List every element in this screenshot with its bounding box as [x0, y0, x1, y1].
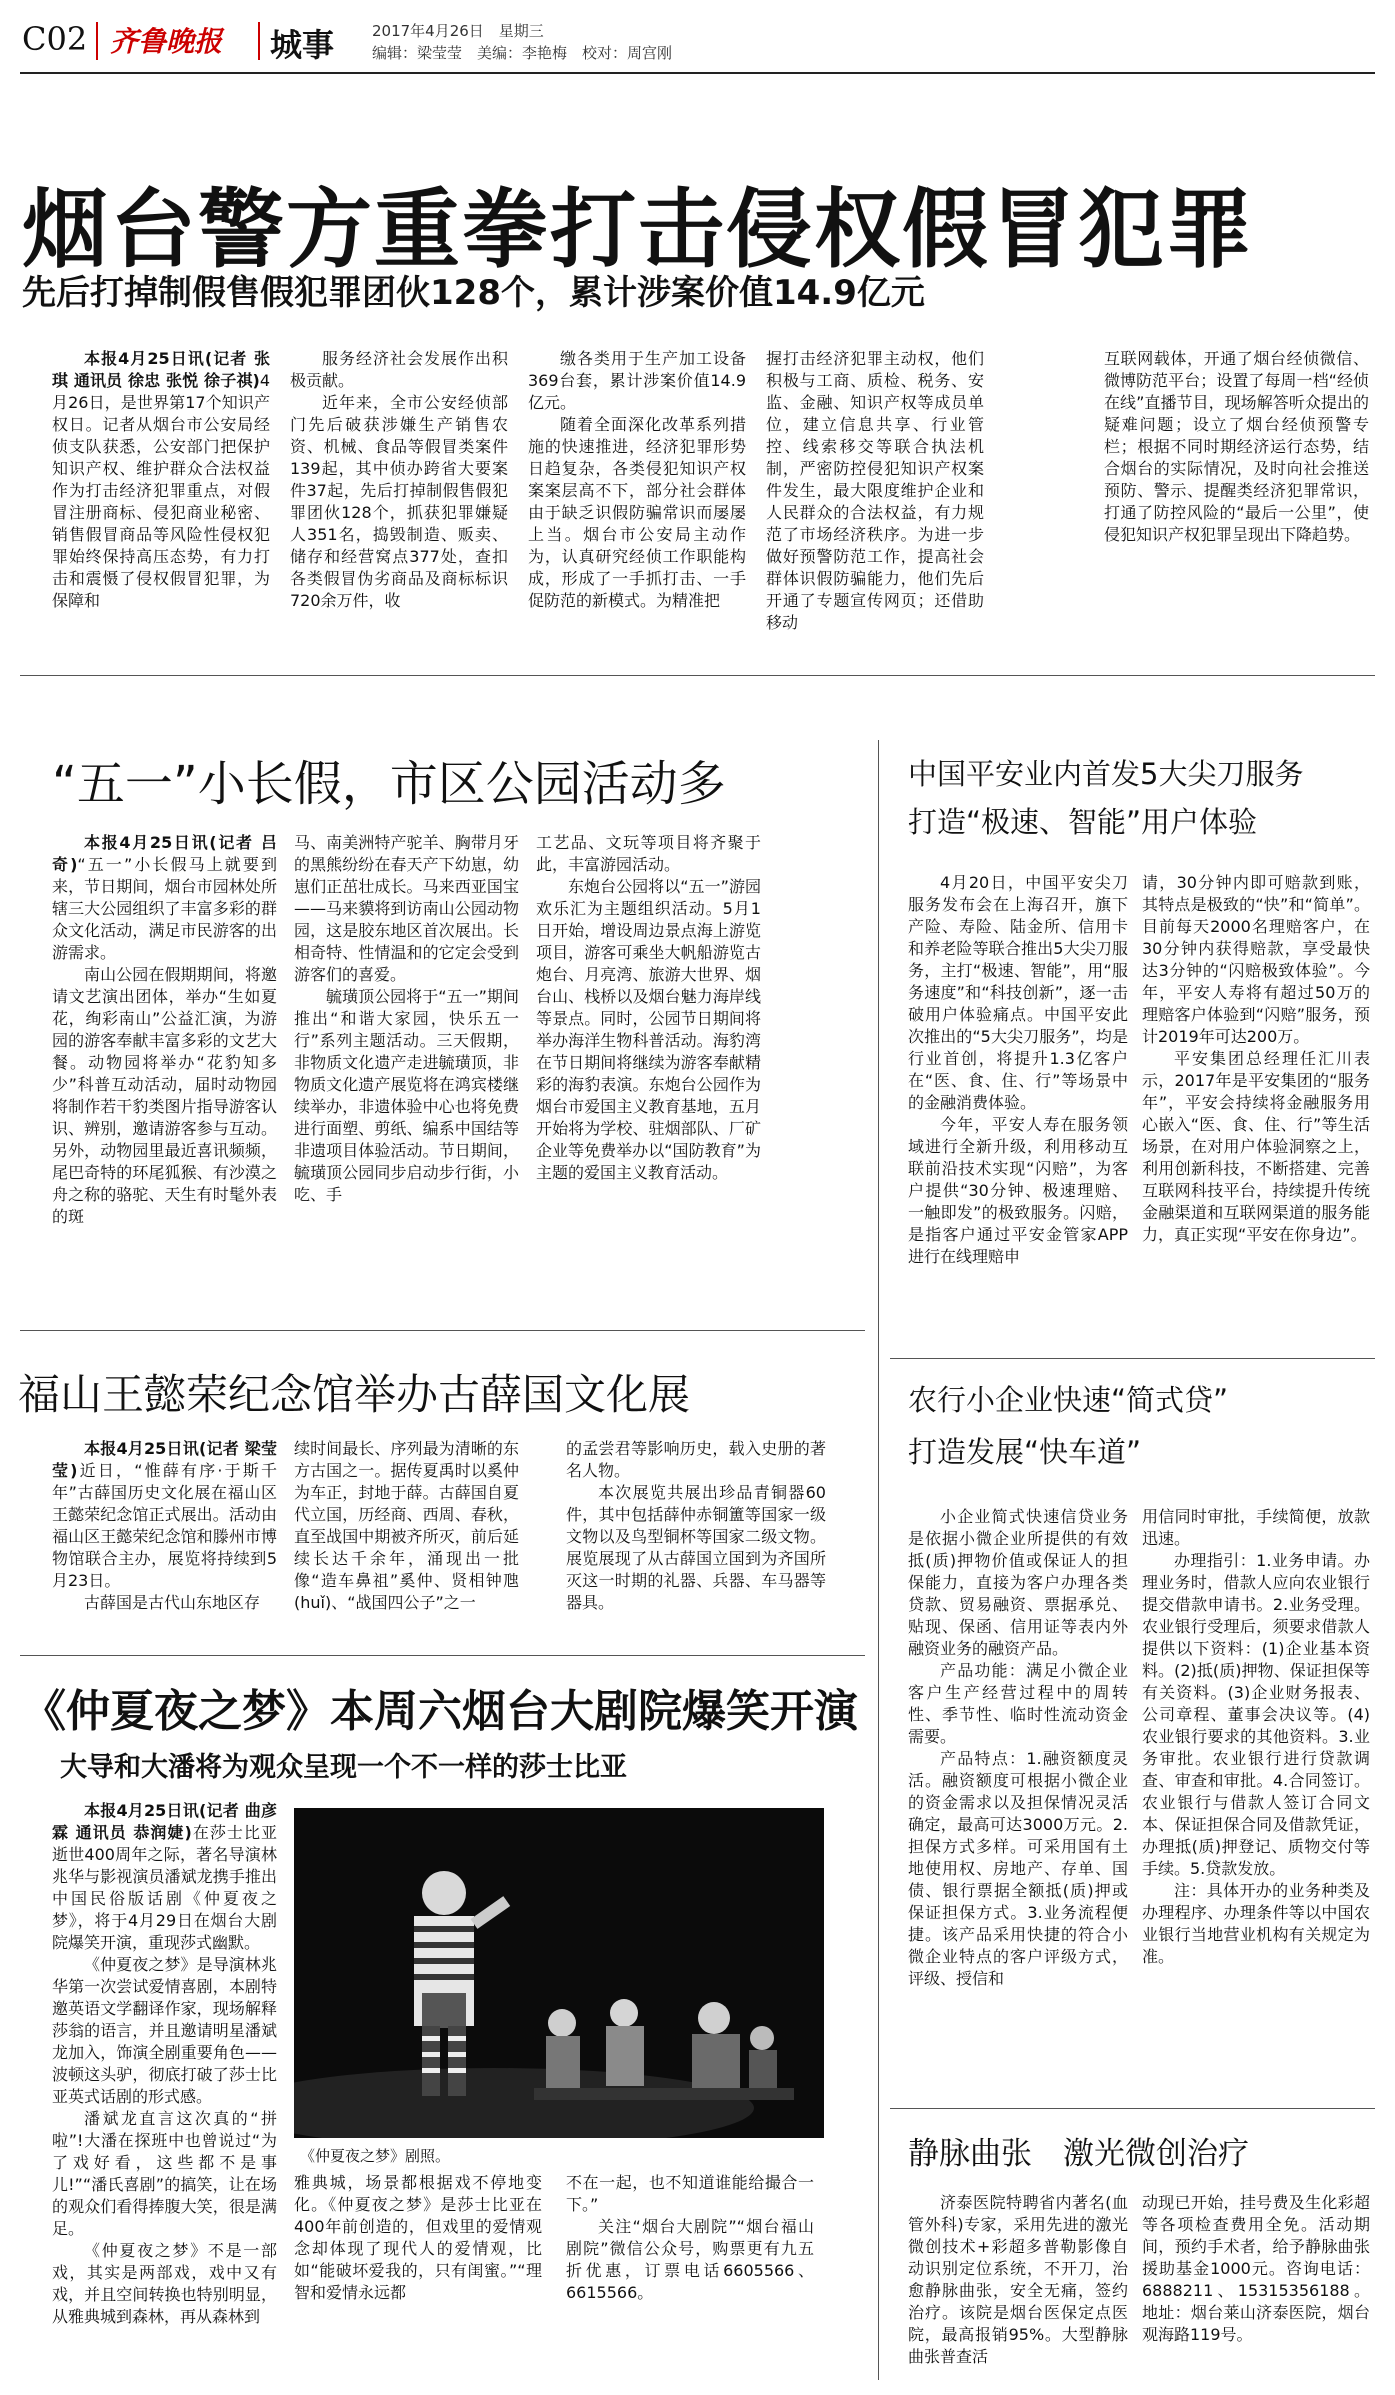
- play-photo-illustration: [294, 1808, 824, 2138]
- bank-col2-text: 用信同时审批，手续简便，放款迅速。: [1142, 1507, 1370, 1548]
- theatre-col3b-text: 关注“烟台大剧院”“烟台福山剧院”微信公众号，购票更有九五折优惠，订票电话6605566、6615566。: [566, 2217, 814, 2302]
- column-divider: [878, 740, 879, 2380]
- park-headline: “五一”小长假，市区公园活动多: [52, 756, 726, 812]
- bank-col1-text: 小企业简式快速信贷业务是依据小微企业所提供的有效抵(质)押物价值或保证人的担保能力，直接为客户办理各类贷款、贸易融资、票据承兑、贴现、保函、信用证等表内外融资业务的融资产品。: [908, 1507, 1128, 1658]
- insurance-col-2: [1142, 872, 1370, 1342]
- theatre-headline: 《仲夏夜之梦》本周六烟台大剧院爆笑开演: [22, 1686, 858, 1737]
- bank-col2b-text: 办理指引：1.业务申请。办理业务时，借款人应向农业银行提交借款申请书。2.业务受理。农业银行受理后，须要求借款人提供以下资料：(1)企业基本资料。(2)抵(质)押物、保证担保等有关资料。(3)企业财务报表、公司章程、董事会决议等。(4)农业银行要求的其他资料。3.业务审批。农业银行进行贷款调查、审查和审批。4.合同签订。农业银行与借款人签订合同文本、保证担保合同及借款凭证，办理抵(质)押登记、质物交付等手续。5.贷款发放。: [1142, 1551, 1370, 1878]
- bank-col2c-text: 注：具体开办的业务种类及办理程序、办理条件等以中国农业银行当地营业机构有关规定为准。: [1142, 1881, 1370, 1966]
- museum-col3-text: 的孟尝君等影响历史，载入史册的著名人物。: [566, 1439, 826, 1480]
- editor-credits: 编辑：梁莹莹 美编：李艳梅 校对：周宫刚: [372, 44, 673, 62]
- lead-col4-text: 握打击经济犯罪主动权，他们积极与工商、质检、税务、安监、金融、知识产权等成员单位，建立信息共享、行业管控、线索移交等联合执法机制，严密防控侵犯知识产权案件发生，最大限度维护企业和人民群众的合法权益，有力规范了市场经济秩序。为进一步做好预警防范工作，提高社会群体识假防骗能力，他们先后开通了专题宣传网页；还借助移动: [766, 349, 984, 632]
- lead-col-4: [766, 348, 984, 648]
- lead-col1-text: 4月26日，是世界第17个知识产权日。记者从烟台市公安局经侦支队获悉，公安部门把保护知识产权、维护群众合法权益作为打击经济犯罪重点，对假冒注册商标、侵犯商业秘密、销售假冒商品等风险性侵权犯罪始终保持高压态势，有力打击和震慑了侵权假冒犯罪，为保障和: [52, 371, 270, 610]
- bank-headline-1: 农行小企业快速“简式贷”: [908, 1383, 1229, 1417]
- section-rule: [890, 1358, 1375, 1359]
- vein-col-1: [908, 2192, 1128, 2372]
- theatre-col-2: [294, 2172, 542, 2372]
- lead-col3a-text: 缴各类用于生产加工设备369台套，累计涉案价值14.9亿元。: [528, 349, 746, 412]
- section-rule: [20, 1330, 865, 1331]
- park-col-1: [52, 832, 277, 1320]
- header-divider: [258, 22, 260, 60]
- lead-col-5: [1104, 348, 1369, 648]
- lead-col2b-text: 近年来，全市公安经侦部门先后破获涉嫌生产销售农资、机械、食品等假冒类案件139起，其中侦办跨省大要案件37起，先后打掉制假售假犯罪团伙128个，抓获犯罪嫌疑人351名，捣毁制造、贩卖、储存和经营窝点377处，查扣各类假冒伪劣商品及商标标识720余万件，收: [290, 393, 508, 610]
- museum-col1b-text: 古薛国是古代山东地区存: [84, 1593, 261, 1612]
- lead-headline: 烟台警方重拳打击侵权假冒犯罪: [22, 179, 1254, 280]
- museum-headline: 福山王懿荣纪念馆举办古薛国文化展: [18, 1370, 691, 1419]
- lead-col-2: [290, 348, 508, 648]
- play-photo: [294, 1808, 824, 2138]
- section-rule: [20, 675, 1375, 676]
- museum-col-1: [52, 1438, 277, 1638]
- header-divider: [96, 22, 98, 60]
- insurance-col2b-text: 平安集团总经理任汇川表示，2017年是平安集团的“服务年”，平安会持续将金融服务用心嵌入“医、食、住、行”等生活场景，在对用户体验洞察之上，利用创新科技，不断搭建、完善互联网科技平台，持续提升传统金融渠道和互联网渠道的服务能力，真正实现“平安在你身边”。: [1142, 1049, 1370, 1244]
- park-col3-text: 工艺品、文玩等项目将齐聚于此，丰富游园活动。: [536, 833, 761, 874]
- theatre-subheadline: 大导和大潘将为观众呈现一个不一样的莎士比亚: [60, 1752, 627, 1783]
- theatre-byline: 本报4月25日讯(记者 曲彦霖 通讯员 恭润婕): [52, 1801, 277, 1842]
- bank-col-2: [1142, 1506, 1370, 2086]
- insurance-headline-2: 打造“极速、智能”用户体验: [908, 805, 1258, 839]
- park-col1-text: “五一”小长假马上就要到来，节日期间，烟台市园林处所辖三大公园组织了丰富多彩的群众文化活动，满足市民游客的出游需求。: [52, 855, 277, 962]
- bank-col1c-text: 产品特点：1.融资额度灵活。融资额度可根据小微企业的资金需求以及担保情况灵活确定，最高可达3000万元。2.担保方式多样。可采用国有土地使用权、房地产、存单、国债、银行票据全额抵(质)押或保证担保方式。3.业务流程便捷。该产品采用快捷的符合小微企业特点的客户评级方式，评级、授信和: [908, 1749, 1128, 1988]
- bank-col-1: [908, 1506, 1128, 2086]
- lead-col3b-text: 随着全面深化改革系列措施的快速推进，经济犯罪形势日趋复杂，各类侵犯知识产权案案层高不下，部分社会群体由于缺乏识假防骗常识而屡屡上当。烟台市公安局主动作为，认真研究经侦工作职能构成，形成了一手抓打击、一手促防范的新模式。为精准把: [528, 415, 746, 610]
- vein-col2-text: 动现已开始，挂号费及生化彩超等各项检查费用全免。活动期间，预约手术者，给予静脉曲张援助基金1000元。咨询电话：6888211、15315356188。地址：烟台莱山济泰医院，烟台观海路119号。: [1142, 2193, 1370, 2344]
- page-number: C02: [22, 20, 88, 58]
- lead-col-1: [52, 348, 270, 648]
- bank-col1b-text: 产品功能：满足小微企业客户生产经营过程中的周转性、季节性、临时性流动资金需要。: [908, 1661, 1128, 1746]
- museum-col1-text: 近日，“惟薛有序·于斯千年”古薛国历史文化展在福山区王懿荣纪念馆正式展出。活动由福山区王懿荣纪念馆和滕州市博物馆联合主办，展览将持续到5月23日。: [52, 1461, 277, 1590]
- theatre-col3-text: 不在一起，也不知道谁能给撮合一下。”: [566, 2173, 814, 2214]
- park-col-3: [536, 832, 761, 1320]
- park-col3b-text: 东炮台公园将以“五一”游园欢乐汇为主题组织活动。5月1日开始，增设周边景点海上游览项目，游客可乘坐大帆船游览古炮台、月亮湾、旅游大世界、烟台山、栈桥以及烟台魅力海岸线等景点。同时，公园节日期间将举办海洋生物科普活动。海豹湾在节日期间将继续为游客奉献精彩的海豹表演。东炮台公园作为烟台市爱国主义教育基地，五月开始将为学校、驻烟部队、厂矿企业等免费举办以“国防教育”为主题的爱国主义教育活动。: [536, 877, 761, 1182]
- photo-caption: 《仲夏夜之梦》剧照。: [300, 2147, 451, 2165]
- theatre-col1d-text: 《仲夏夜之梦》不是一部戏，其实是两部戏，戏中又有戏，并且空间转换也特别明显，从雅典城到森林，再从森林到: [52, 2241, 277, 2326]
- lead-col2a-text: 服务经济社会发展作出积极贡献。: [290, 349, 508, 390]
- lead-byline: 本报4月25日讯(记者 张琪 通讯员 徐忠 张悦 徐子祺): [52, 349, 270, 390]
- park-col2-text: 马、南美洲特产驼羊、胸带月牙的黑熊纷纷在春天产下幼崽，幼崽们正茁壮成长。马来西亚国宝——马来貘将到访南山公园动物园，这是胶东地区首次展出。长相奇特、性情温和的它定会受到游客们的喜爱。: [294, 833, 519, 984]
- section-name: 城事: [270, 26, 335, 64]
- lead-subheadline: 先后打掉制假售假犯罪团伙128个，累计涉案价值14.9亿元: [22, 273, 925, 313]
- park-byline: 本报4月25日讯(记者 吕奇): [52, 833, 277, 874]
- theatre-col1-text: 在莎士比亚逝世400周年之际，著名导演林兆华与影视演员潘斌龙携手推出中国民俗版话剧《仲夏夜之梦》，将于4月29日在烟台大剧院爆笑开演，重现莎式幽默。: [52, 1823, 277, 1952]
- section-rule: [20, 1655, 865, 1656]
- museum-col3b-text: 本次展览共展出珍品青铜器60件，其中包括薛仲赤铜簠等国家一级文物以及鸟型铜杯等国家二级文物。展览展现了从古薛国立国到为齐国所灭这一时期的礼器、兵器、车马器等器具。: [566, 1483, 826, 1612]
- theatre-col2-text: 雅典城，场景都根据戏不停地变化。《仲夏夜之梦》是莎士比亚在400年前创造的，但戏里的爱情观念却体现了现代人的爱情观，比如“能破坏爱我的，只有闺蜜。”“理智和爱情永远都: [294, 2173, 542, 2302]
- vein-headline: 静脉曲张 激光微创治疗: [908, 2136, 1249, 2172]
- park-col2b-text: 毓璜顶公园将于“五一”期间推出“和谐大家园，快乐五一行”系列主题活动。三天假期，非物质文化遗产走进毓璜顶，非物质文化遗产展览将在鸿宾楼继续举办，非遗体验中心也将免费进行面塑、剪纸、编系中国结等非遗项目体验活动。节日期间，毓璜顶公园同步启动步行街，小吃、手: [294, 987, 519, 1204]
- lead-col-3: [528, 348, 746, 648]
- theatre-col1c-text: 潘斌龙直言这次真的“拼啦”!大潘在探班中也曾说过“为了戏好看，这些都不是事儿!”“潘氏喜剧”的搞笑，让在场的观众们看得捧腹大笑，很是满足。: [52, 2109, 277, 2238]
- insurance-col1-text: 4月20日，中国平安尖刀服务发布会在上海召开，旗下产险、寿险、陆金所、信用卡和养老险等联合推出5大尖刀服务，主打“极速、智能”，用“服务速度”和“科技创新”，逐一击破用户体验痛点。中国平安此次推出的“5大尖刀服务”，均是行业首创，将提升1.3亿客户在“医、食、住、行”等场景中的金融消费体验。: [908, 873, 1128, 1112]
- bank-headline-2: 打造发展“快车道”: [908, 1435, 1142, 1469]
- insurance-col1b-text: 今年，平安人寿在服务领域进行全新升级，利用移动互联前沿技术实现“闪赔”，为客户提供“30分钟、极速理赔、一触即发”的极致服务。闪赔，是指客户通过平安金管家APP进行在线理赔申: [908, 1115, 1128, 1266]
- theatre-col-1: [52, 1800, 277, 2370]
- vein-col-2: [1142, 2192, 1370, 2372]
- museum-col-2: [294, 1438, 519, 1638]
- theatre-col-3: [566, 2172, 814, 2372]
- vein-col1-text: 济泰医院特聘省内著名(血管外科)专家，采用先进的激光微创技术+彩超多普勒影像自动识别定位系统，不开刀，治愈静脉曲张，安全无痛，签约治疗。该院是烟台医保定点医院，最高报销95%。大型静脉曲张普查活: [908, 2193, 1128, 2366]
- theatre-col1b-text: 《仲夏夜之梦》是导演林兆华第一次尝试爱情喜剧，本剧特邀英语文学翻译作家，现场解释莎翁的语言，并且邀请明星潘斌龙加入，饰演全剧重要角色——波顿这头驴，彻底打破了莎士比亚英式话剧的形式感。: [52, 1955, 277, 2106]
- museum-col-3: [566, 1438, 826, 1638]
- insurance-col2-text: 请，30分钟内即可赔款到账，其特点是极致的“快”和“简单”。目前每天2000名理赔客户，在30分钟内获得赔款，享受最快达3分钟的“闪赔极致体验”。今年，平安人寿将有超过50万的理赔客户体验到“闪赔”服务，预计2019年可达200万。: [1142, 873, 1370, 1046]
- park-col-2: [294, 832, 519, 1320]
- masthead-logo: 齐鲁晚报: [110, 25, 223, 58]
- header-rule: [20, 72, 1375, 74]
- museum-byline: 本报4月25日讯(记者 梁莹莹): [52, 1439, 277, 1480]
- park-col1b-text: 南山公园在假期期间，将邀请文艺演出团体，举办“生如夏花，绚彩南山”公益汇演，为游园的游客奉献丰富多彩的文艺大餐。动物园将举办“花豹知多少”科普互动活动，届时动物园将制作若干豹类图片指导游客认识、辨别，邀请游客参与互动。另外，动物园里最近喜讯频频，尾巴奇特的环尾狐猴、有沙漠之舟之称的骆驼、天生有时髦外表的斑: [52, 965, 277, 1226]
- insurance-headline-1: 中国平安业内首发5大尖刀服务: [908, 757, 1304, 791]
- lead-col5-text: 互联网载体，开通了烟台经侦微信、微博防范平台；设置了每周一档“经侦在线”直播节目，现场解答听众提出的疑难问题；设立了烟台经侦预警专栏；根据不同时期经济运行态势，结合烟台的实际情况，及时向社会推送预防、警示、提醒类经济犯罪常识，打通了防控风险的“最后一公里”，使侵犯知识产权犯罪呈现出下降趋势。: [1104, 349, 1369, 544]
- section-rule: [890, 2108, 1375, 2109]
- museum-col2-text: 续时间最长、序列最为清晰的东方古国之一。据传夏禹时以奚仲为车正，封地于薛。古薛国自夏代立国，历经商、西周、春秋，直至战国中期被齐所灭，前后延续长达千余年，涌现出一批像“造车鼻祖”奚仲、贤相钟虺(huǐ)、“战国四公子”之一: [294, 1439, 519, 1612]
- issue-date: 2017年4月26日 星期三: [372, 22, 544, 40]
- insurance-col-1: [908, 872, 1128, 1342]
